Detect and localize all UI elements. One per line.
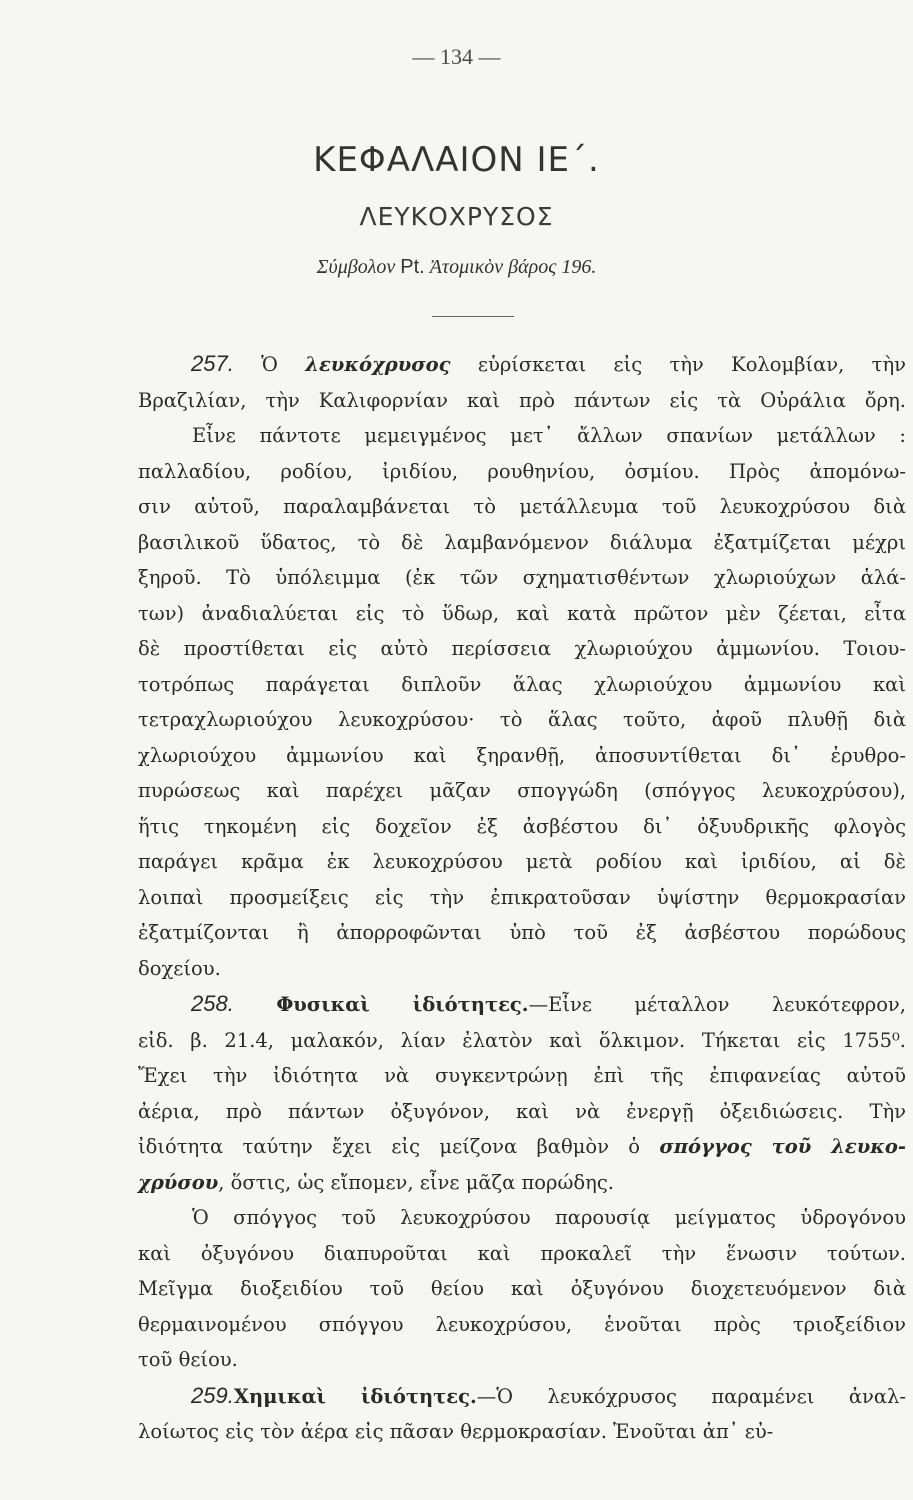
text-line [138,1129,906,1165]
text-line [138,1058,906,1094]
text-line [138,631,906,667]
text-line [138,1271,906,1307]
text-run: θερμαινομένου σπόγγου λευκοχρύσου, ἑνοῦται πρὸς τριοξείδιον [138,1312,906,1336]
page-number: — 134 — [412,44,501,69]
text-run: εὑρίσκεται εἰς τὴν Κολομβίαν, τὴν [450,353,907,376]
text-line [138,880,906,916]
text-line [138,1236,906,1272]
text-line [138,951,906,987]
section-heading: Φυσικαὶ ἰδιότητες. [276,993,529,1016]
section-heading: Χημικαὶ ἰδιότητες. [233,1384,477,1408]
text-run: Εἶνε πάντοτε μεμειγμένος μετ᾿ ἄλλων σπανίων μετάλλων : [192,424,906,447]
text-run: εἰδ. β. 21.4, μαλακόν, λίαν ἐλατὸν καὶ ὅλκιμον. Τήκεται εἰς 1755⁰. [138,1028,906,1052]
text-run: των) ἀναδιαλύεται εἰς τὸ ὕδωρ, καὶ κατὰ πρῶτον μὲν ζέεται, εἶτα [138,601,906,625]
text-line [138,1307,906,1343]
text-run: ἀέρια, πρὸ πάντων ὀξυγόνον, καὶ νὰ ἐνεργῇ ὀξειδιώσεις. Τὴν [138,1099,906,1123]
text-line [138,1200,906,1236]
text-run: Ὁ [233,353,306,376]
text-run: ἐξατμίζονται ἢ ἀπορροφῶνται ὑπὸ τοῦ ἐξ ἀσβέστου πορώδους [138,921,906,944]
text-line [138,560,906,596]
section-number: 259. [191,1382,234,1408]
text-run: —Ὁ λευκόχρυσος παραμένει ἀναλ- [476,1384,906,1408]
text-line [138,773,906,809]
text-line [138,667,906,703]
text-run: Βραζιλίαν, τὴν Καλιφορνίαν καὶ πρὸ πάντων εἰς τὰ Οὐράλια ὄρη. [138,388,906,412]
text-run: καὶ ὀξυγόνου διαπυροῦται καὶ προκαλεῖ τὴν ἕνωσιν τούτων. [138,1241,906,1265]
text-line [138,418,906,454]
text-line [138,1342,906,1378]
text-run: ἰδιότητα ταύτην ἔχει εἰς μείζονα βαθμὸν ὁ [138,1135,660,1158]
section-number: 257. [191,351,234,376]
text-run [234,993,276,1016]
text-line [138,1094,906,1130]
emphasis-term: σπόγγος τοῦ λευκο- [659,1135,906,1158]
text-line [138,844,906,880]
text-run: λοιπαὶ προσμείξεις εἰς τὴν ἐπικρατοῦσαν ὑψίστην θερμοκρασίαν [138,885,906,909]
text-run: δὲ προστίθεται εἰς αὐτὸ περίσσεια χλωριούχου ἀμμωνίου. Τοιου- [138,637,906,660]
emphasis-term: λευκόχρυσος [305,353,451,376]
text-run: ἥτις τηκομένη εἰς δοχεῖον ἐξ ἀσβέστου δι᾿ ὀξυυδρικῆς φλογὸς [138,814,906,838]
symbol-label: Σύμβολον [316,256,396,278]
text-run: πυρώσεως καὶ παρέχει μᾶζαν σπογγώδη (σπόγγος λευκοχρύσου), [138,779,906,802]
element-title: ΛΕΥΚΟΧΡΥΣΟΣ [359,202,554,231]
text-run: λοίωτος εἰς τὸν ἀέρα εἰς πᾶσαν θερμοκρασίαν. Ἑνοῦται ἀπ᾿ εὐ- [138,1420,774,1443]
chapter-title: ΚΕΦΑΛΑΙΟΝ ΙΕ΄. [313,140,600,180]
text-line [138,454,906,490]
text-line [138,915,906,951]
text-line [138,702,906,738]
text-line [138,986,906,1023]
section-number: 258. [191,991,234,1016]
text-run: , ὅστις, ὡς εἴπομεν, εἶνε μᾶζα πορώδης. [218,1170,614,1194]
text-line [138,809,906,845]
text-run: ξηροῦ. Τὸ ὑπόλειμμα (ἐκ τῶν σχηματισθέντων χλωριούχων ἁλά- [138,566,906,589]
text-run: σιν αὐτοῦ, παραλαμβάνεται τὸ μετάλλευμα τοῦ λευκοχρύσου διὰ [138,495,906,518]
text-run: τοῦ θείου. [138,1348,238,1371]
paragraph [138,346,906,986]
text-line [138,1378,906,1415]
paragraph [138,986,906,1378]
text-run: παράγει κρᾶμα ἐκ λευκοχρύσου μετὰ ροδίου καὶ ἰριδίου, αἱ δὲ [138,850,906,873]
text-run: τετραχλωριούχου λευκοχρύσου· τὸ ἅλας τοῦτο, ἀφοῦ πλυθῇ διὰ [138,708,906,731]
text-run: Ὁ σπόγγος τοῦ λευκοχρύσου παρουσίᾳ μείγματος ὑδρογόνου [192,1206,906,1229]
element-symbol: Pt. [400,256,425,278]
atomic-weight-label: Ἀτομικὸν βάρος [429,256,557,278]
symbol-line [0,256,913,279]
paragraph [138,1378,906,1450]
atomic-weight-value: 196. [561,256,597,278]
text-run: χλωριούχου ἀμμωνίου καὶ ξηρανθῇ, ἀποσυντίθεται δι᾿ ἐρυθρο- [138,743,906,767]
text-run: —Εἶνε μέταλλον λευκότεφρον, [528,993,906,1016]
text-run: τοτρόπως παράγεται διπλοῦν ἅλας χλωριούχου ἀμμωνίου καὶ [138,672,906,696]
body-text [138,346,906,1450]
divider-rule [432,316,514,317]
emphasis-term: χρύσου [138,1170,219,1194]
text-run: Ἔχει τὴν ἰδιότητα νὰ συγκεντρώνῃ ἐπὶ τῆς ἐπιφανείας αὐτοῦ [138,1064,906,1087]
text-line [138,1414,906,1450]
text-line [138,346,906,383]
text-run: παλλαδίου, ροδίου, ἰριδίου, ρουθηνίου, ὀσμίου. Πρὸς ἀπομόνω- [138,459,906,483]
text-line [138,596,906,632]
text-line [138,383,906,419]
text-line [138,489,906,525]
text-run: βασιλικοῦ ὕδατος, τὸ δὲ λαμβανόμενον διάλυμα ἐξατμίζεται μέχρι [138,530,906,554]
text-run: Μεῖγμα διοξειδίου τοῦ θείου καὶ ὀξυγόνου διοχετευόμενον διὰ [138,1277,906,1300]
text-run: δοχείου. [138,956,221,980]
text-line [138,738,906,774]
text-line [138,1165,906,1201]
text-line [138,1023,906,1059]
text-line [138,525,906,561]
